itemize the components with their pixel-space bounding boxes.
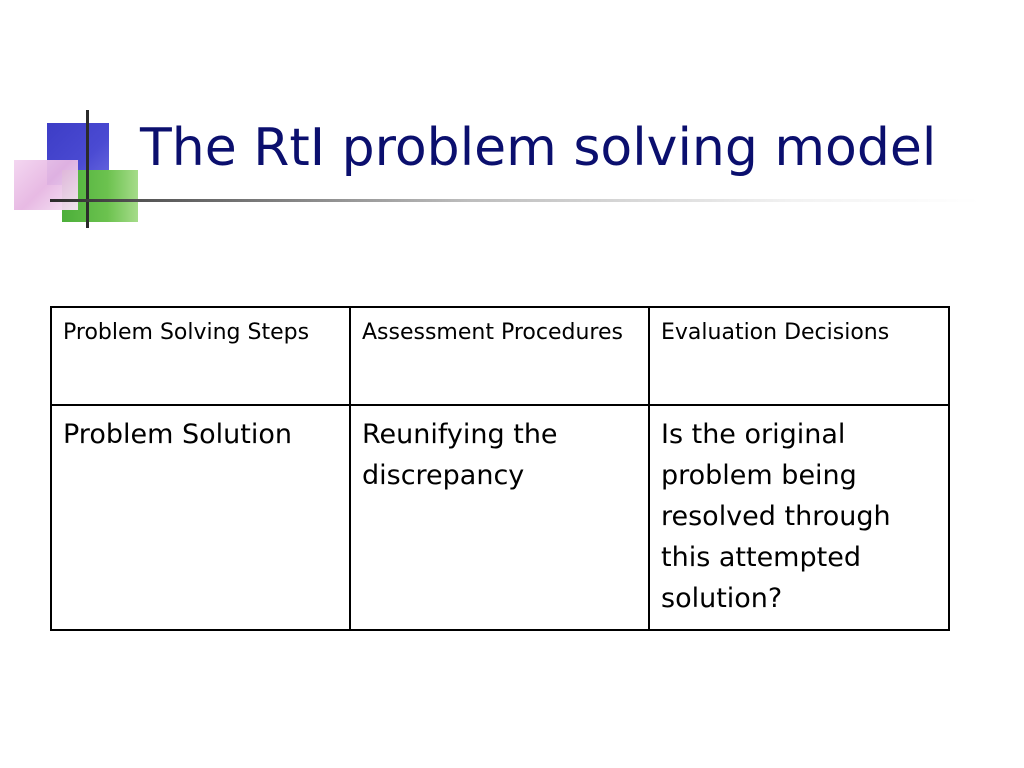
ornament-vertical-line bbox=[86, 110, 89, 228]
rti-table bbox=[50, 306, 950, 631]
slide-title: The RtI problem solving model bbox=[140, 118, 937, 178]
header-cell-procedures: Assessment Procedures bbox=[350, 307, 649, 405]
table-row bbox=[51, 405, 949, 630]
title-underline bbox=[50, 199, 980, 202]
corner-ornament bbox=[0, 0, 160, 240]
header-cell-decisions: Evaluation Decisions bbox=[649, 307, 949, 405]
cell-procedure: Reunifying the discrepancy bbox=[350, 405, 649, 630]
cell-step: Problem Solution bbox=[51, 405, 350, 630]
header-cell-steps: Problem Solving Steps bbox=[51, 307, 350, 405]
table-header-row bbox=[51, 307, 949, 405]
cell-decision: Is the original problem being resolved through this attempted solution? bbox=[649, 405, 949, 630]
ornament-pink-square bbox=[14, 160, 78, 210]
